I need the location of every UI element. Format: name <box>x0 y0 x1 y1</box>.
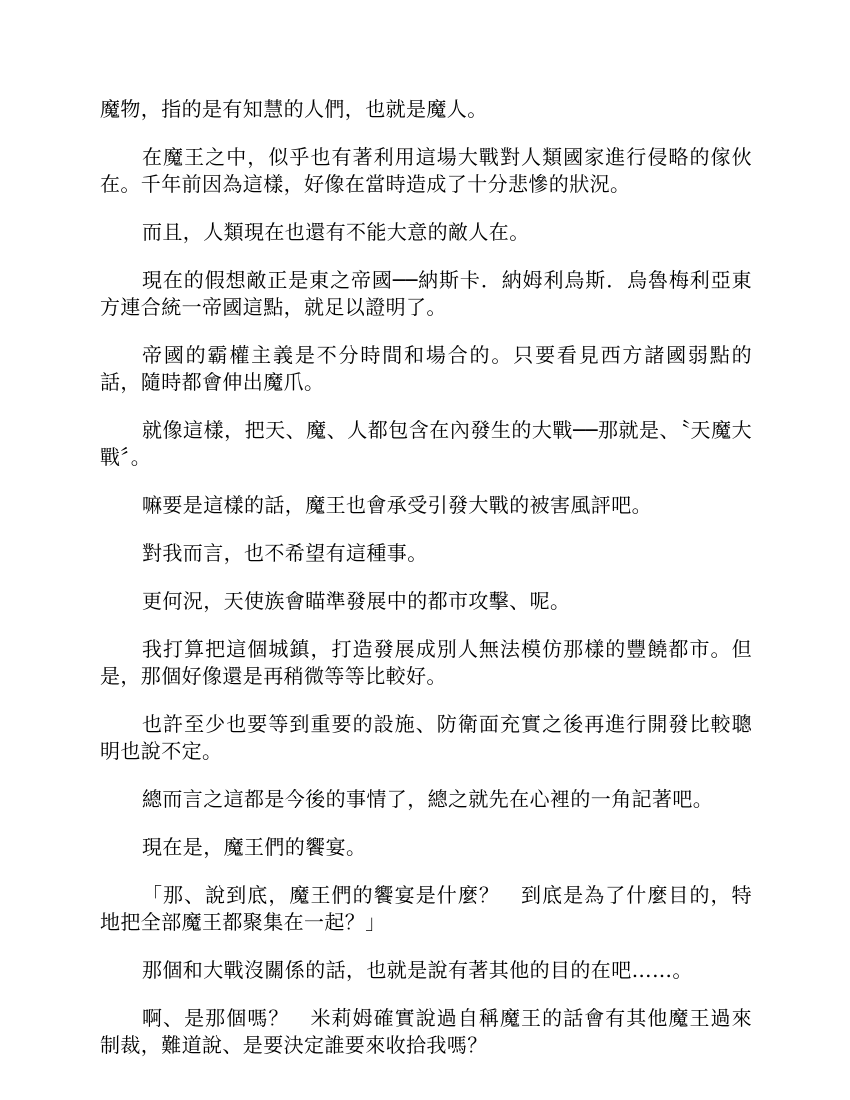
paragraph-3: 而且，人類現在也還有不能大意的敵人在。 <box>142 220 530 244</box>
paragraph-4: 現在的假想敵正是東之帝國──納斯卡．納姆利烏斯．烏魯梅利亞東方連合統一帝國這點，就足以證明了。 <box>100 268 752 319</box>
paragraph-1: 魔物，指的是有知慧的人們，也就是魔人。 <box>100 97 488 121</box>
paragraph-16: 啊、是那個嗎？ 米莉姆確實說過自稱魔王的話會有其他魔王過來制裁，難道說、是要決定誰要來收拾我嗎？ <box>100 1006 752 1057</box>
document-page <box>100 96 752 1080</box>
paragraph-13: 現在是，魔王們的饗宴。 <box>142 835 367 859</box>
paragraph-11: 也許至少也要等到重要的設施、防衛面充實之後再進行開發比較聰明也說不定。 <box>100 712 752 763</box>
paragraph-7: 嘛要是這樣的話，魔王也會承受引發大戰的被害風評吧。 <box>142 493 652 517</box>
paragraph-8: 對我而言，也不希望有這種事。 <box>142 541 428 565</box>
paragraph-5: 帝國的霸權主義是不分時間和場合的。只要看見西方諸國弱點的話，隨時都會伸出魔爪。 <box>100 343 752 394</box>
paragraph-15: 那個和大戰沒關係的話，也就是說有著其他的目的在吧……。 <box>142 958 693 982</box>
paragraph-2: 在魔王之中，似乎也有著利用這場大戰對人類國家進行侵略的傢伙在。千年前因為這樣，好像在當時造成了十分悲慘的狀況。 <box>100 145 752 196</box>
paragraph-6: 就像這樣，把天、魔、人都包含在內發生的大戰──那就是、〝天魔大戰〞。 <box>100 418 752 469</box>
paragraph-9: 更何況，天使族會瞄準發展中的都市攻擊、呢。 <box>142 589 571 613</box>
paragraph-12: 總而言之這都是今後的事情了，總之就先在心裡的一角記著吧。 <box>142 787 714 811</box>
paragraph-14: 「那、說到底，魔王們的饗宴是什麼？ 到底是為了什麼目的，特地把全部魔王都聚集在一起？」 <box>100 883 752 934</box>
paragraph-10: 我打算把這個城鎮，打造發展成別人無法模仿那樣的豐饒都市。但是，那個好像還是再稍微等等比較好。 <box>100 637 752 688</box>
